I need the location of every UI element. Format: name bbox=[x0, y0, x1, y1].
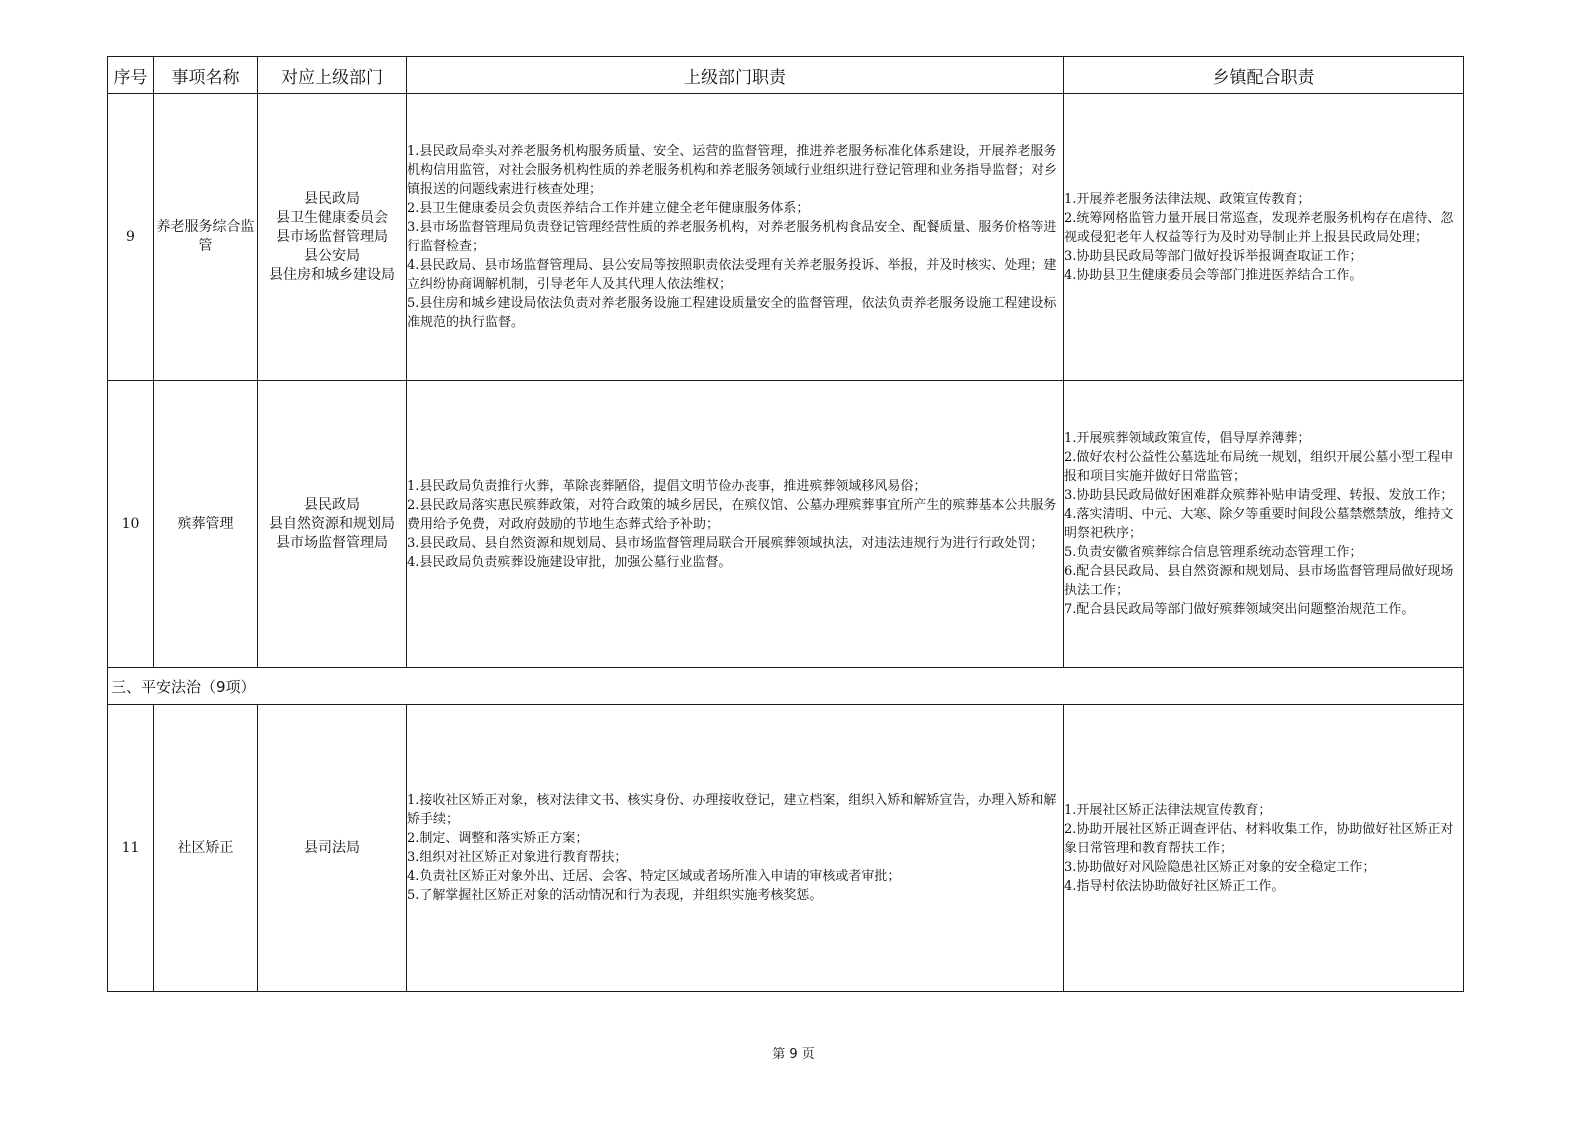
dept-line: 县自然资源和规划局 bbox=[269, 515, 395, 532]
table-row bbox=[108, 381, 1464, 668]
row-number: 11 bbox=[108, 705, 154, 992]
item-name: 养老服务综合监管 bbox=[154, 94, 258, 381]
resp-item: 1.接收社区矫正对象，核对法律文书、核实身份、办理接收登记，建立档案，组织入矫和解矫宣告，办理入矫和解矫手续； bbox=[407, 793, 1057, 827]
coop-cell bbox=[1064, 381, 1464, 668]
resp-item: 2.县民政局落实惠民殡葬政策，对符合政策的城乡居民，在殡仪馆、公墓办理殡葬事宜所产生的殡葬基本公共服务费用给予免费，对政府鼓励的节地生态葬式给予补助； bbox=[407, 497, 1057, 532]
coop-item: 3.协助做好对风险隐患社区矫正对象的安全稳定工作； bbox=[1064, 859, 1376, 875]
coop-item: 2.协助开展社区矫正调查评估、材料收集工作，协助做好社区矫正对象日常管理和教育帮扶工作； bbox=[1064, 821, 1454, 856]
item-name: 殡葬管理 bbox=[154, 381, 258, 668]
resp-item: 4.县民政局、县市场监督管理局、县公安局等按照职责依法受理有关养老服务投诉、举报，并及时核实、处理；建立纠纷协商调解机制，引导老年人及其代理人依法维权； bbox=[407, 258, 1057, 292]
resp-item: 3.县民政局、县自然资源和规划局、县市场监督管理局联合开展殡葬领域执法，对违法违规行为进行行政处罚； bbox=[407, 535, 1044, 551]
resp-item: 2.县卫生健康委员会负责医养结合工作并建立健全老年健康服务体系； bbox=[407, 201, 810, 216]
coop-item: 4.落实清明、中元、大寒、除夕等重要时间段公墓禁燃禁放，维持文明祭祀秩序； bbox=[1064, 507, 1454, 541]
resp-item: 1.县民政局牵头对养老服务机构服务质量、安全、运营的监督管理，推进养老服务标准化体系建设，开展养老服务机构信用监管，对社会服务机构性质的养老服务机构和养老服务领域行业组织进行登记管理和业务指导监督；对乡镇报送的问题线索进行核查处理； bbox=[407, 144, 1058, 197]
dept-cell bbox=[258, 381, 407, 668]
header-resp: 上级部门职责 bbox=[407, 57, 1064, 94]
dept-cell bbox=[258, 705, 407, 992]
resp-item: 1.县民政局负责推行火葬，革除丧葬陋俗，提倡文明节俭办丧事，推进殡葬领域移风易俗； bbox=[407, 478, 927, 494]
coop-item: 3.协助县民政局做好困难群众殡葬补贴申请受理、转报、发放工作； bbox=[1064, 488, 1454, 503]
coop-item: 6.配合县民政局、县自然资源和规划局、县市场监督管理局做好现场执法工作； bbox=[1064, 564, 1454, 598]
dept-line: 县住房和城乡建设局 bbox=[269, 266, 395, 283]
section-row bbox=[108, 668, 1464, 705]
coop-item: 4.协助县卫生健康委员会等部门推进医养结合工作。 bbox=[1064, 267, 1363, 283]
coop-item: 1.开展社区矫正法律法规宣传教育； bbox=[1064, 802, 1272, 818]
resp-cell bbox=[407, 705, 1064, 992]
coop-item: 3.协助县民政局等部门做好投诉举报调查取证工作； bbox=[1064, 248, 1363, 264]
dept-line: 县卫生健康委员会 bbox=[276, 209, 388, 226]
header-num: 序号 bbox=[108, 57, 154, 94]
coop-cell bbox=[1064, 705, 1464, 992]
coop-item: 1.开展殡葬领域政策宣传，倡导厚养薄葬； bbox=[1064, 431, 1311, 446]
header-name: 事项名称 bbox=[154, 57, 258, 94]
resp-item: 3.组织对社区矫正对象进行教育帮扶； bbox=[407, 850, 628, 865]
dept-line: 县民政局 bbox=[304, 496, 360, 513]
coop-item: 5.负责安徽省殡葬综合信息管理系统动态管理工作； bbox=[1064, 545, 1363, 560]
table-row bbox=[108, 94, 1464, 381]
header-row bbox=[108, 57, 1464, 94]
page-number: 第 9 页 bbox=[772, 1047, 815, 1062]
dept-line: 县公安局 bbox=[304, 247, 360, 264]
dept-line: 县司法局 bbox=[304, 839, 360, 856]
header-dept: 对应上级部门 bbox=[258, 57, 407, 94]
coop-item: 2.做好农村公益性公墓选址布局统一规划，组织开展公墓小型工程申报和项目实施并做好日常监管； bbox=[1064, 450, 1454, 484]
resp-cell bbox=[407, 381, 1064, 668]
dept-line: 县民政局 bbox=[304, 190, 360, 207]
resp-item: 5.了解掌握社区矫正对象的活动情况和行为表现，并组织实施考核奖惩。 bbox=[407, 888, 823, 903]
row-number: 9 bbox=[108, 94, 154, 381]
row-number: 10 bbox=[108, 381, 154, 668]
item-name: 社区矫正 bbox=[154, 705, 258, 992]
table-row bbox=[108, 705, 1464, 992]
resp-item: 5.县住房和城乡建设局依法负责对养老服务设施工程建设质量安全的监督管理，依法负责养老服务设施工程建设标准规范的执行监督。 bbox=[407, 296, 1057, 330]
coop-item: 1.开展养老服务法律法规、政策宣传教育； bbox=[1064, 191, 1311, 207]
coop-item: 2.统筹网格监管力量开展日常巡查，发现养老服务机构存在虐待、忽视或侵犯老年人权益等行为及时劝导制止并上报县民政局处理； bbox=[1064, 210, 1454, 245]
coop-cell bbox=[1064, 94, 1464, 381]
dept-line: 县市场监督管理局 bbox=[276, 534, 388, 551]
dept-cell bbox=[258, 94, 407, 381]
header-coop: 乡镇配合职责 bbox=[1064, 57, 1464, 94]
duties-table bbox=[107, 56, 1464, 992]
section-title: 三、平安法治（9项） bbox=[108, 668, 1464, 705]
coop-item: 4.指导村依法协助做好社区矫正工作。 bbox=[1064, 878, 1285, 894]
resp-item: 3.县市场监督管理局负责登记管理经营性质的养老服务机构，对养老服务机构食品安全、配餐质量、服务价格等进行监督检查； bbox=[407, 220, 1057, 254]
resp-item: 4.负责社区矫正对象外出、迁居、会客、特定区域或者场所准入申请的审核或者审批； bbox=[407, 869, 901, 884]
resp-cell bbox=[407, 94, 1064, 381]
coop-item: 7.配合县民政局等部门做好殡葬领域突出问题整治规范工作。 bbox=[1064, 602, 1415, 617]
resp-item: 2.制定、调整和落实矫正方案； bbox=[407, 831, 589, 846]
dept-line: 县市场监督管理局 bbox=[276, 228, 388, 245]
resp-item: 4.县民政局负责殡葬设施建设审批，加强公墓行业监督。 bbox=[407, 554, 732, 570]
